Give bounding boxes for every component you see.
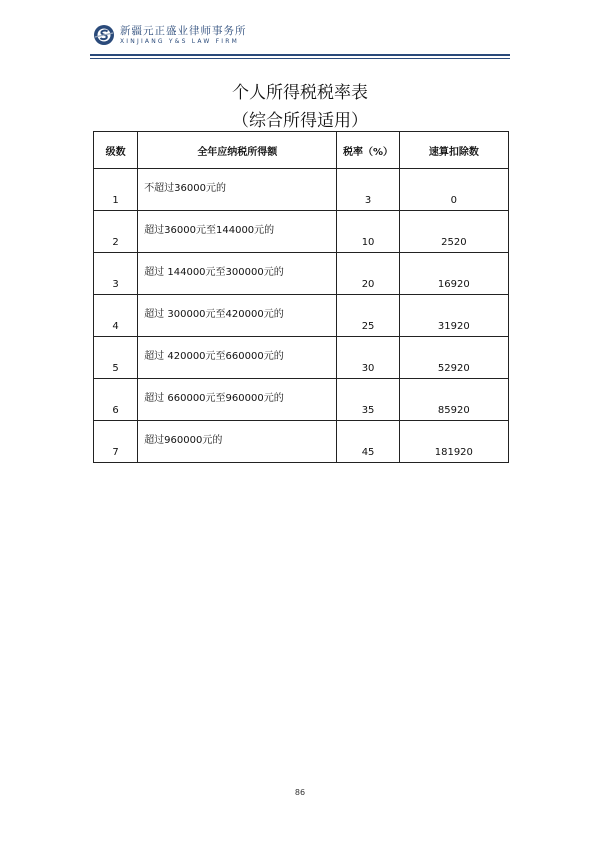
- cell-level: 7: [94, 421, 138, 463]
- cell-deduction: 31920: [399, 295, 508, 337]
- cell-deduction: 0: [399, 169, 508, 211]
- cell-deduction: 2520: [399, 211, 508, 253]
- table-row: [94, 337, 509, 379]
- cell-deduction: 52920: [399, 337, 508, 379]
- firm-logo-icon: [93, 24, 115, 46]
- firm-name-cn: 新疆元正盛业律师事务所: [120, 25, 247, 37]
- table-row: [94, 295, 509, 337]
- cell-deduction: 181920: [399, 421, 508, 463]
- cell-income: 超过 660000元至960000元的: [138, 379, 337, 421]
- cell-income: 超过36000元至144000元的: [138, 211, 337, 253]
- page-subtitle: （综合所得适用）: [232, 111, 368, 131]
- cell-deduction: 16920: [399, 253, 508, 295]
- firm-name-en: XINJIANG Y&S LAW FIRM: [120, 38, 239, 45]
- header-level: 级数: [94, 132, 138, 169]
- cell-level: 3: [94, 253, 138, 295]
- header-divider-thick: [90, 54, 510, 56]
- page-number: 86: [294, 788, 306, 797]
- cell-level: 1: [94, 169, 138, 211]
- table-row: [94, 379, 509, 421]
- cell-rate: 25: [337, 295, 399, 337]
- table-row: [94, 253, 509, 295]
- cell-level: 6: [94, 379, 138, 421]
- cell-rate: 10: [337, 211, 399, 253]
- header-rate: 税率（%）: [337, 132, 399, 169]
- cell-income: 超过960000元的: [138, 421, 337, 463]
- cell-income: 超过 420000元至660000元的: [138, 337, 337, 379]
- cell-level: 5: [94, 337, 138, 379]
- cell-income: 不超过36000元的: [138, 169, 337, 211]
- cell-level: 4: [94, 295, 138, 337]
- table-row: [94, 169, 509, 211]
- header-deduction: 速算扣除数: [399, 132, 508, 169]
- cell-income: 超过 144000元至300000元的: [138, 253, 337, 295]
- cell-rate: 35: [337, 379, 399, 421]
- tax-rate-table: [93, 131, 509, 463]
- cell-deduction: 85920: [399, 379, 508, 421]
- table-row: [94, 421, 509, 463]
- cell-income: 超过 300000元至420000元的: [138, 295, 337, 337]
- cell-rate: 45: [337, 421, 399, 463]
- cell-rate: 20: [337, 253, 399, 295]
- header-divider-thin: [90, 58, 510, 59]
- cell-rate: 3: [337, 169, 399, 211]
- table-row: [94, 211, 509, 253]
- cell-level: 2: [94, 211, 138, 253]
- cell-rate: 30: [337, 337, 399, 379]
- header-income: 全年应纳税所得额: [138, 132, 337, 169]
- page-title: 个人所得税税率表: [232, 83, 368, 103]
- table-header-row: [94, 132, 509, 169]
